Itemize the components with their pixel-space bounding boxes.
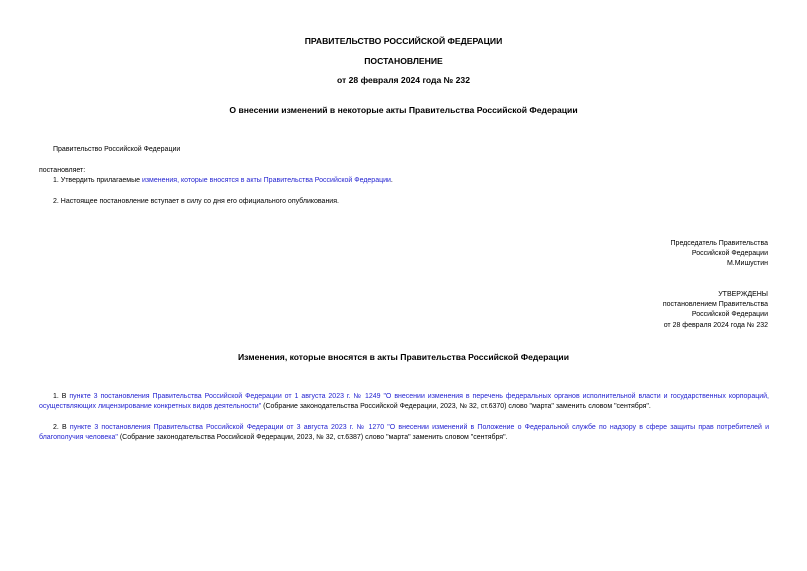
approval-line-3: Российской Федерации <box>691 311 768 319</box>
change-1-suffix: (Собрание законодательства Российской Федерации, 2023, № 32, ст.6370) слово "марта" заменить словом "сентября". <box>261 403 651 410</box>
change-2-suffix: (Собрание законодательства Российской Федерации, 2023, № 32, ст.6387) слово "марта" заменить словом "сентября". <box>117 434 508 441</box>
approval-block <box>663 290 768 331</box>
change-2-prefix: 2. В <box>53 424 70 431</box>
document-title: О внесении изменений в некоторые акты Правительства Российской Федерации <box>229 105 578 115</box>
preamble-decrees: постановляет: <box>39 167 86 174</box>
approval-heading: УТВЕРЖДЕНЫ <box>718 291 768 298</box>
item-1-prefix: 1. Утвердить прилагаемые <box>53 177 142 184</box>
document-type-heading: ПОСТАНОВЛЕНИЕ <box>364 56 443 66</box>
item-1 <box>53 176 393 186</box>
change-paragraph-2 <box>39 423 769 443</box>
decree-1249-link[interactable]: пункте 3 постановления Правительства Российской Федерации от 1 августа 2023 г. № 1249 "О внесении изменения в перечень федеральных органов исполнительной власти и государственных корпораций, осуществляющих лицензирование конкретных видов деятельности" <box>39 393 769 410</box>
government-heading: ПРАВИТЕЛЬСТВО РОССИЙСКОЙ ФЕДЕРАЦИИ <box>304 36 503 46</box>
approval-line-4: от 28 февраля 2024 года № 232 <box>663 321 768 329</box>
changes-link[interactable]: изменения, которые вносятся в акты Правительства Российской Федерации <box>141 177 391 184</box>
approval-line-2: постановлением Правительства <box>662 301 768 309</box>
changes-title: Изменения, которые вносятся в акты Правительства Российской Федерации <box>237 352 569 362</box>
change-paragraph-1 <box>39 392 769 412</box>
document-date-number: от 28 февраля 2024 года № 232 <box>337 75 470 85</box>
signature-name: М.Мишустин <box>726 260 768 268</box>
item-2: 2. Настоящее постановление вступает в силу со дня его официального опубликования. <box>53 198 339 205</box>
change-1-prefix: 1. В <box>53 393 70 400</box>
signature-block <box>671 239 768 270</box>
preamble-subject: Правительство Российской Федерации <box>53 146 181 153</box>
signature-title-line: Председатель Правительства <box>670 240 768 247</box>
signature-country-line: Российской Федерации <box>691 250 768 258</box>
item-1-suffix: . <box>390 177 393 184</box>
decree-1270-link[interactable]: пункте 3 постановления Правительства Российской Федерации от 3 августа 2023 г. № 1270 "О внесении изменений в Положение о Федеральной службе по надзору в сфере защиты прав потребителей и благополучия человека" <box>39 424 769 441</box>
